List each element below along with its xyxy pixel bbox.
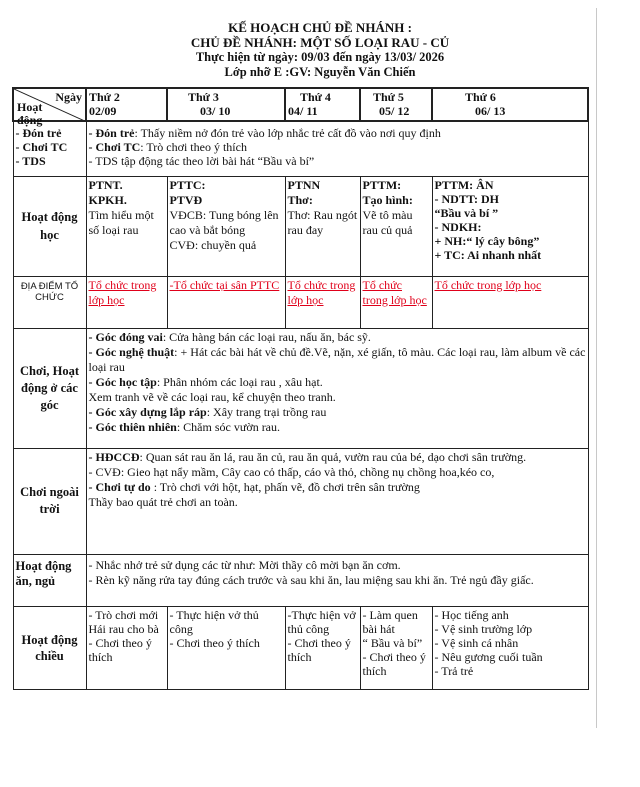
outdoor-content — [86, 448, 588, 554]
corner-nature: - Góc thiên nhiên: Chăm sóc vườn rau. — [88, 419, 281, 434]
class-teacher: Lớp nhỡ E :GV: Nguyễn Văn Chiến — [224, 65, 416, 79]
corners-label: Chơi, Hoạt động ở các góc — [13, 328, 86, 448]
learning-fri: PTTM: ÂN - NDTT: DH “Bầu và bí ” - NDKH: + NH:“ lý cây bông” + TC: Ai nhanh nhất — [432, 176, 588, 276]
day-header-tue: Thứ 3 03/ 10 — [167, 88, 285, 121]
morning-line-games: - Chơi TC: Trò chơi theo ý thích — [88, 140, 247, 154]
corner-day-label: Ngày — [55, 90, 82, 104]
meals-line-manners: - Nhắc nhở trẻ sử dụng các từ như: Mời thầy cô mời bạn ăn cơm. — [88, 557, 401, 572]
corner-activity-label: Hoạt động — [17, 100, 43, 127]
location-row — [13, 276, 588, 328]
outdoor-movement-games: - CVĐ: Gieo hạt nẩy mầm, Cây cao cỏ thấp, cáo và thỏ, chồng nụ chồng hoa,kéo co, — [88, 464, 495, 479]
corner-learning-extra: Xem tranh vẽ về các loại rau, kể chuyện theo tranh. — [88, 389, 336, 404]
day-header-thu: Thứ 5 05/ 12 — [360, 88, 432, 121]
location-tue: -Tổ chức tại sân PTTC — [167, 276, 285, 328]
day-header-wed: Thứ 4 04/ 11 — [285, 88, 360, 121]
outdoor-row — [13, 448, 588, 554]
corners-content — [86, 328, 588, 448]
learning-tue: PTTC: PTVĐ VĐCB: Tung bóng lên cao và bắt bóng CVĐ: chuyền quả — [167, 176, 285, 276]
document-title: KẾ HOẠCH CHỦ ĐỀ NHÁNH : — [228, 20, 412, 35]
location-label: ĐỊA ĐIỂM TỔ CHỨC — [13, 276, 86, 328]
location-wed: Tổ chức trong lớp học — [285, 276, 360, 328]
location-fri: Tổ chức trong lớp học — [432, 276, 588, 328]
outdoor-label: Chơi ngoài trời — [13, 448, 86, 554]
morning-line-exercise: - TDS tập động tác theo lời bài hát “Bầu và bí” — [88, 154, 315, 168]
learning-mon: PTNT. KPKH. Tìm hiểu một số loại rau — [86, 176, 167, 276]
meals-content — [86, 554, 588, 606]
meals-row — [13, 554, 588, 606]
corner-building: - Góc xây dựng lắp ráp: Xây trang trại trồng rau — [88, 404, 327, 419]
topic-title: CHỦ ĐỀ NHÁNH: MỘT SỐ LOẠI RAU - CỦ — [190, 35, 450, 50]
corner-roleplay: - Góc đóng vai: Cửa hàng bán các loại rau, nấu ăn, bác sỹ. — [88, 329, 371, 344]
afternoon-mon: - Trò chơi mới Hái rau cho bà - Chơi theo ý thích — [86, 606, 167, 689]
outdoor-free-play: - Chơi tự do : Trò chơi với hột, hạt, phấn vẽ, đồ chơi trên sân trường — [88, 479, 420, 494]
page-edge-line — [596, 8, 597, 728]
afternoon-label: Hoạt động chiều — [13, 606, 86, 689]
afternoon-row — [13, 606, 588, 689]
meals-label: Hoạt động ăn, ngủ — [13, 554, 86, 606]
corners-row — [13, 328, 588, 448]
learning-thu: PTTM: Tạo hình: Vẽ tô màu rau củ quả — [360, 176, 432, 276]
learning-wed: PTNN Thơ: Thơ: Rau ngót rau đay — [285, 176, 360, 276]
afternoon-thu: - Làm quen bài hát “ Bầu và bí” - Chơi theo ý thích — [360, 606, 432, 689]
outdoor-observation: - HĐCCĐ: Quan sát rau ăn lá, rau ăn củ, rau ăn quả, vườn rau của bé, dạo chơi sân trường. — [88, 449, 527, 464]
afternoon-fri: - Học tiếng anh - Vệ sinh trường lớp - Vệ sinh cá nhân - Nêu gương cuối tuần - Trả trẻ — [432, 606, 588, 689]
document-header — [0, 20, 640, 80]
morning-label-cell: - Đón trẻ - Chơi TC - TDS — [13, 121, 86, 176]
learning-row — [13, 176, 588, 276]
date-range: Thực hiện từ ngày: 09/03 đến ngày 13/03/ 2026 — [195, 50, 445, 64]
meals-line-hygiene: - Rèn kỹ năng rửa tay đúng cách trước và sau khi ăn, lau miệng sau khi ăn. Trẻ ngủ đầy giấc. — [88, 572, 534, 587]
location-thu: Tổ chức trong lớp học — [360, 276, 432, 328]
corner-cell — [13, 88, 86, 127]
afternoon-tue: - Thực hiện vở thủ công - Chơi theo ý thích — [167, 606, 285, 689]
learning-label: Hoạt động học — [13, 176, 86, 276]
day-header-fri: Thứ 6 06/ 13 — [432, 88, 588, 121]
morning-line-welcome: - Đón trẻ: Thấy niềm nở đón trẻ vào lớp nhắc trẻ cất đồ vào nơi quy định — [88, 126, 441, 140]
outdoor-supervision: Thầy bao quát trẻ chơi an toàn. — [88, 494, 238, 509]
morning-content — [86, 121, 588, 176]
morning-row — [13, 121, 588, 176]
header-row — [13, 88, 588, 121]
afternoon-wed: -Thực hiện vở thủ công - Chơi theo ý thích — [285, 606, 360, 689]
corner-art: - Góc nghệ thuật: + Hát các bài hát về chủ đề.Vẽ, nặn, xé giấn, tô màu. Các loại rau, làm album về các loại rau — [88, 344, 586, 374]
day-header-mon: Thứ 2 02/09 — [86, 88, 167, 121]
location-mon: Tổ chức trong lớp học — [86, 276, 167, 328]
corner-learning: - Góc học tập: Phân nhóm các loại rau , xâu hạt. — [88, 374, 323, 389]
weekly-plan-table — [12, 87, 589, 690]
